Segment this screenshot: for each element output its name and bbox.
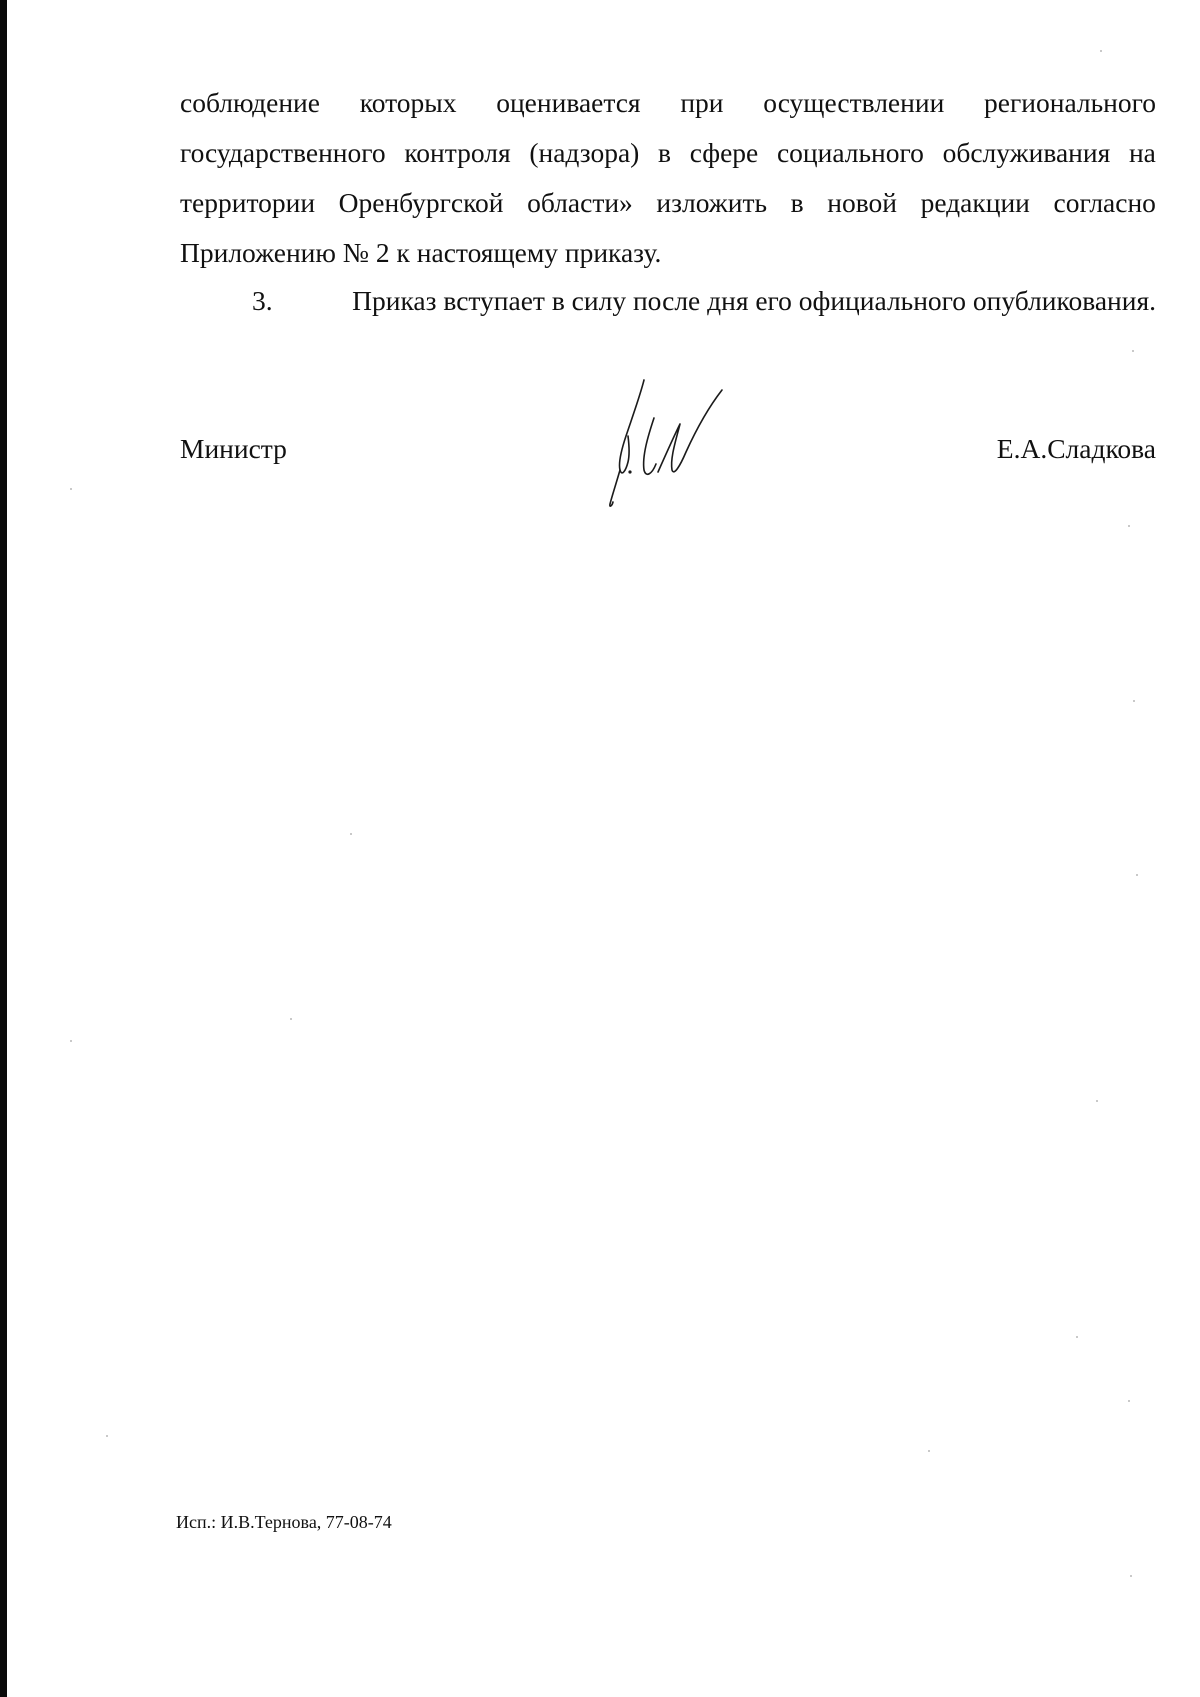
- word: сфере: [689, 137, 759, 168]
- word: Оренбургской: [338, 187, 504, 218]
- signature-stroke: [610, 470, 620, 506]
- paragraph-line-3: [180, 178, 1156, 228]
- word: государственного: [180, 137, 386, 168]
- signature-dot: [628, 470, 631, 473]
- scan-speck: [1130, 1575, 1132, 1577]
- word: обслуживания: [942, 137, 1111, 168]
- paragraph-line-4: Приложению № 2 к настоящему приказу.: [180, 237, 662, 268]
- word: оценивается: [496, 87, 641, 118]
- scan-speck: [928, 1450, 930, 1452]
- position-title: Министр: [180, 433, 287, 464]
- handwritten-signature: [596, 378, 736, 508]
- scan-speck: [1133, 700, 1135, 702]
- word: при: [680, 87, 724, 118]
- word: регионального: [984, 87, 1156, 118]
- word: осуществлении: [763, 87, 945, 118]
- word: на: [1128, 137, 1156, 168]
- executor-note: Исп.: И.В.Тернова, 77-08-74: [176, 1512, 392, 1532]
- scan-speck: [1128, 1400, 1130, 1402]
- word: области»: [527, 187, 633, 218]
- signatory-name: Е.А.Сладкова: [996, 433, 1156, 464]
- scan-speck: [290, 1018, 292, 1020]
- paragraph-line-2: [180, 128, 1156, 178]
- word: территории: [180, 187, 316, 218]
- scan-speck: [70, 488, 72, 490]
- scan-speck: [1096, 1100, 1098, 1102]
- item-text: Приказ вступает в силу после дня его официального опубликования.: [352, 285, 1156, 316]
- word: новой: [827, 187, 897, 218]
- word: социального: [776, 137, 924, 168]
- word: в: [658, 137, 672, 168]
- word: редакции: [920, 187, 1030, 218]
- scan-speck: [1128, 525, 1130, 527]
- word: (надзора): [529, 137, 640, 168]
- word: согласно: [1053, 187, 1156, 218]
- signature-stroke: [658, 390, 722, 472]
- scan-speck: [106, 1435, 108, 1437]
- scan-speck: [1076, 1336, 1078, 1338]
- word: которых: [359, 87, 457, 118]
- signature-stroke: [644, 418, 656, 474]
- scan-speck: [1136, 874, 1138, 876]
- scan-speck: [1100, 50, 1102, 52]
- paragraph-continuation: [180, 78, 1156, 278]
- paragraph-line-1: [180, 78, 1156, 128]
- scan-speck: [1132, 350, 1134, 352]
- word: соблюдение: [180, 87, 320, 118]
- signature-stroke: [619, 380, 644, 473]
- word: изложить: [656, 187, 768, 218]
- scan-speck: [70, 1040, 72, 1042]
- word: в: [790, 187, 804, 218]
- item-number: 3.: [252, 285, 273, 316]
- scan-speck: [350, 833, 352, 835]
- word: контроля: [404, 137, 511, 168]
- scan-edge: [0, 0, 7, 1697]
